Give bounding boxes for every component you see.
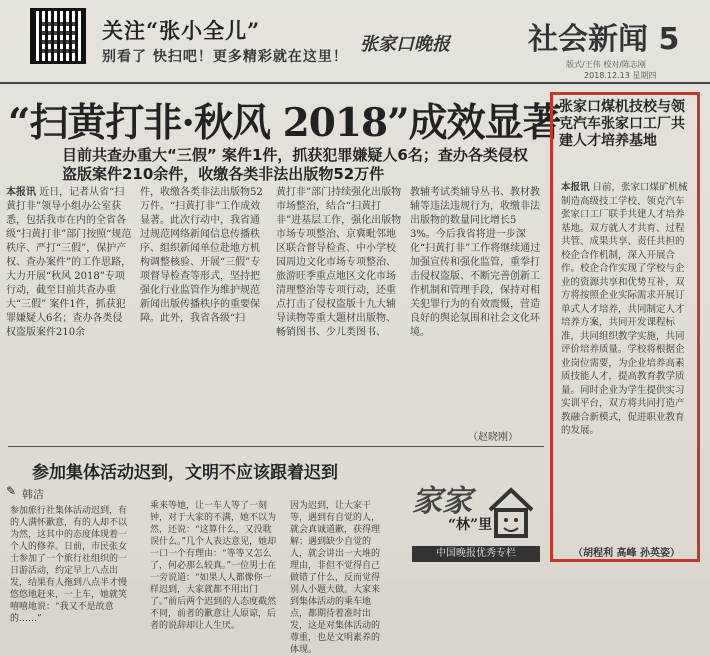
sidebar-tag: 本报讯 (561, 182, 590, 193)
page-number: 5 (658, 22, 680, 57)
sidebar-box (550, 92, 700, 562)
logo-banner: 中国晚报优秀专栏 (412, 546, 540, 562)
date-line: 2018.12.13 星期四 (584, 71, 657, 80)
main-headline: “扫黄打非·秋风 2018”成效显著 (8, 100, 561, 146)
header-rule (0, 82, 710, 84)
qr-code[interactable] (30, 8, 86, 64)
editors-line: 版式/王伟 校对/陈志刚 (566, 60, 646, 69)
column-logo (412, 476, 540, 576)
opinion-column-2: 乘来等她，让一车人等了一刻钟，对于大家的不满，她不以为然，还说：“这算什么，又没耽误什么。”几个人表达意见，她却一口一个有理由：“等等又怎么了，何必那么较真。”一位男士在一旁说道：“如果人人都像你一样迟到，大家就都不用出门了。”前后两个迟到的人态度截然不同，前者的歉意让人原谅，后者的说辞却让人生厌。 (150, 501, 277, 631)
logo-text: 家家 (412, 484, 472, 519)
section-title: 社会新闻 5 (528, 22, 680, 57)
logo-subtext: “林”里 (448, 517, 493, 533)
article-byline: （赵晓刚） (468, 432, 518, 443)
opinion-author: 韩洁 (22, 488, 44, 501)
article-column-4: 教辅考试类辅导丛书、教材教辅等违法违规行为，收缴非法出版物的数量同比增长53%。今后我省将进一步深化“扫黄打非”工作将继续通过加强宣传和强化监管，重拳打击侵权盗版、不断完善创新工作机制和管理手段，保持对相关犯罪行为的有效震慑，营造良好的舆论氛围和社会文化环境。 (410, 187, 541, 338)
opinion-column-3: 因为迟到，让大家干等，遇到有自觉的人，就会真诚道歉，获得理解；遇到缺少自觉的人，就会讲出一大堆的理由，非但不觉得自己做错了什么，反而觉得别人小题大做。大家来到集体活动的乘车地点，都期待着准时出发，这是对集体活动的尊重，也是文明素养的体现。 (290, 501, 381, 655)
pencil-icon: ✎ (6, 484, 17, 498)
main-subhead: 目前共查办重大“三假” 案件1件，抓获犯罪嫌疑人6名；查办各类侵权盗版案件210余件，收缴各类非法出版物52万件 (62, 146, 528, 183)
article-column-3: 黄打非”部门持续强化出版物市场整治，结合“扫黄打非”进基层工作，强化出版物市场专项整治、京冀毗邻地区联合督导检查、中小学校园周边文化市场专项整治、旅游旺季重点地区文化市场清理整治等专项行动，还重点打击了侵权盗版十九大辅导读物等重大题材出版物、畅销图书、少儿类图书、 (276, 187, 402, 338)
article-column-1: 本报讯 近日，记者从省“扫黄打非”领导小组办公室获悉，包括我市在内的全省各级“扫黄打非”部门按照“规范秩序、严打“三假”，保护产权、查办案件”的工作思路，大力开展“秋风 2018”专项行动，截至目前共查办重大“三假” 案件1件，抓获犯罪嫌疑人6名；查办各类侵权盗版案件210余 (6, 187, 132, 338)
sidebar-headline: 张家口煤机技校与领克汽车张家口工厂共建人才培养基地 (559, 99, 685, 149)
house-icon (486, 484, 536, 540)
opinion-title: 参加集体活动迟到，文明不应该跟着迟到 (32, 463, 338, 483)
promo-subtitle: 别看了 快扫吧！更多精彩就在这里！ (102, 49, 348, 65)
promo-title: 关注“张小全儿” (102, 18, 261, 43)
opinion-column-1: 参加旅行社集体活动迟到，有的人满怀歉意，有的人却不以为然，这其中的态度体现着一个人的修养。日前，市民张女士参加了一个旅行社组织的一日游活动，约定早上八点出发，结果有人拖到八点半才慢悠悠地赶来，一上车，她就笑嘻嘻地说：“我又不是故意的……” (10, 506, 128, 624)
sidebar-body: 本报讯 日前，张家口煤矿机械制造高级技工学校、领克汽车张家口工厂联手共建人才培养基地。双方就人才共育、过程共管、成果共享、责任共担的校企合作机制，深入开展合作。校企合作实现了学校与企业的资源共享和优势互补，双方将按照企业实际需求开展订单式人才培养，共同制定人才培养方案，共同开发课程标准，共同组织教学实施，共同评价培养质量。学校将根据企业岗位需要，为企业培养高素质技能人才，提高教育教学质量。同时企业为学生提供实习实训平台，双方将共同打造产教融合新模式，促进职业教育的发展。 (561, 182, 688, 436)
sidebar-byline: （胡程利 高峰 孙英姿） (573, 548, 680, 559)
article-column-2: 件，收缴各类非法出版物52万件。“扫黄打非”工作成效显著。此次行动中，我省通过规范网络新闻信息传播秩序、组织新闻单位赴地方机构调整核验、开展“三假”专项督导检查等形式，坚持把强化行业监管作为维护规范新闻出版传播秩序的重要保障。此外，我省各级“扫 (140, 187, 263, 324)
paper-name: 张家口晚报 (360, 34, 450, 55)
article-tag: 本报讯 (6, 187, 36, 198)
section-divider (8, 446, 544, 447)
